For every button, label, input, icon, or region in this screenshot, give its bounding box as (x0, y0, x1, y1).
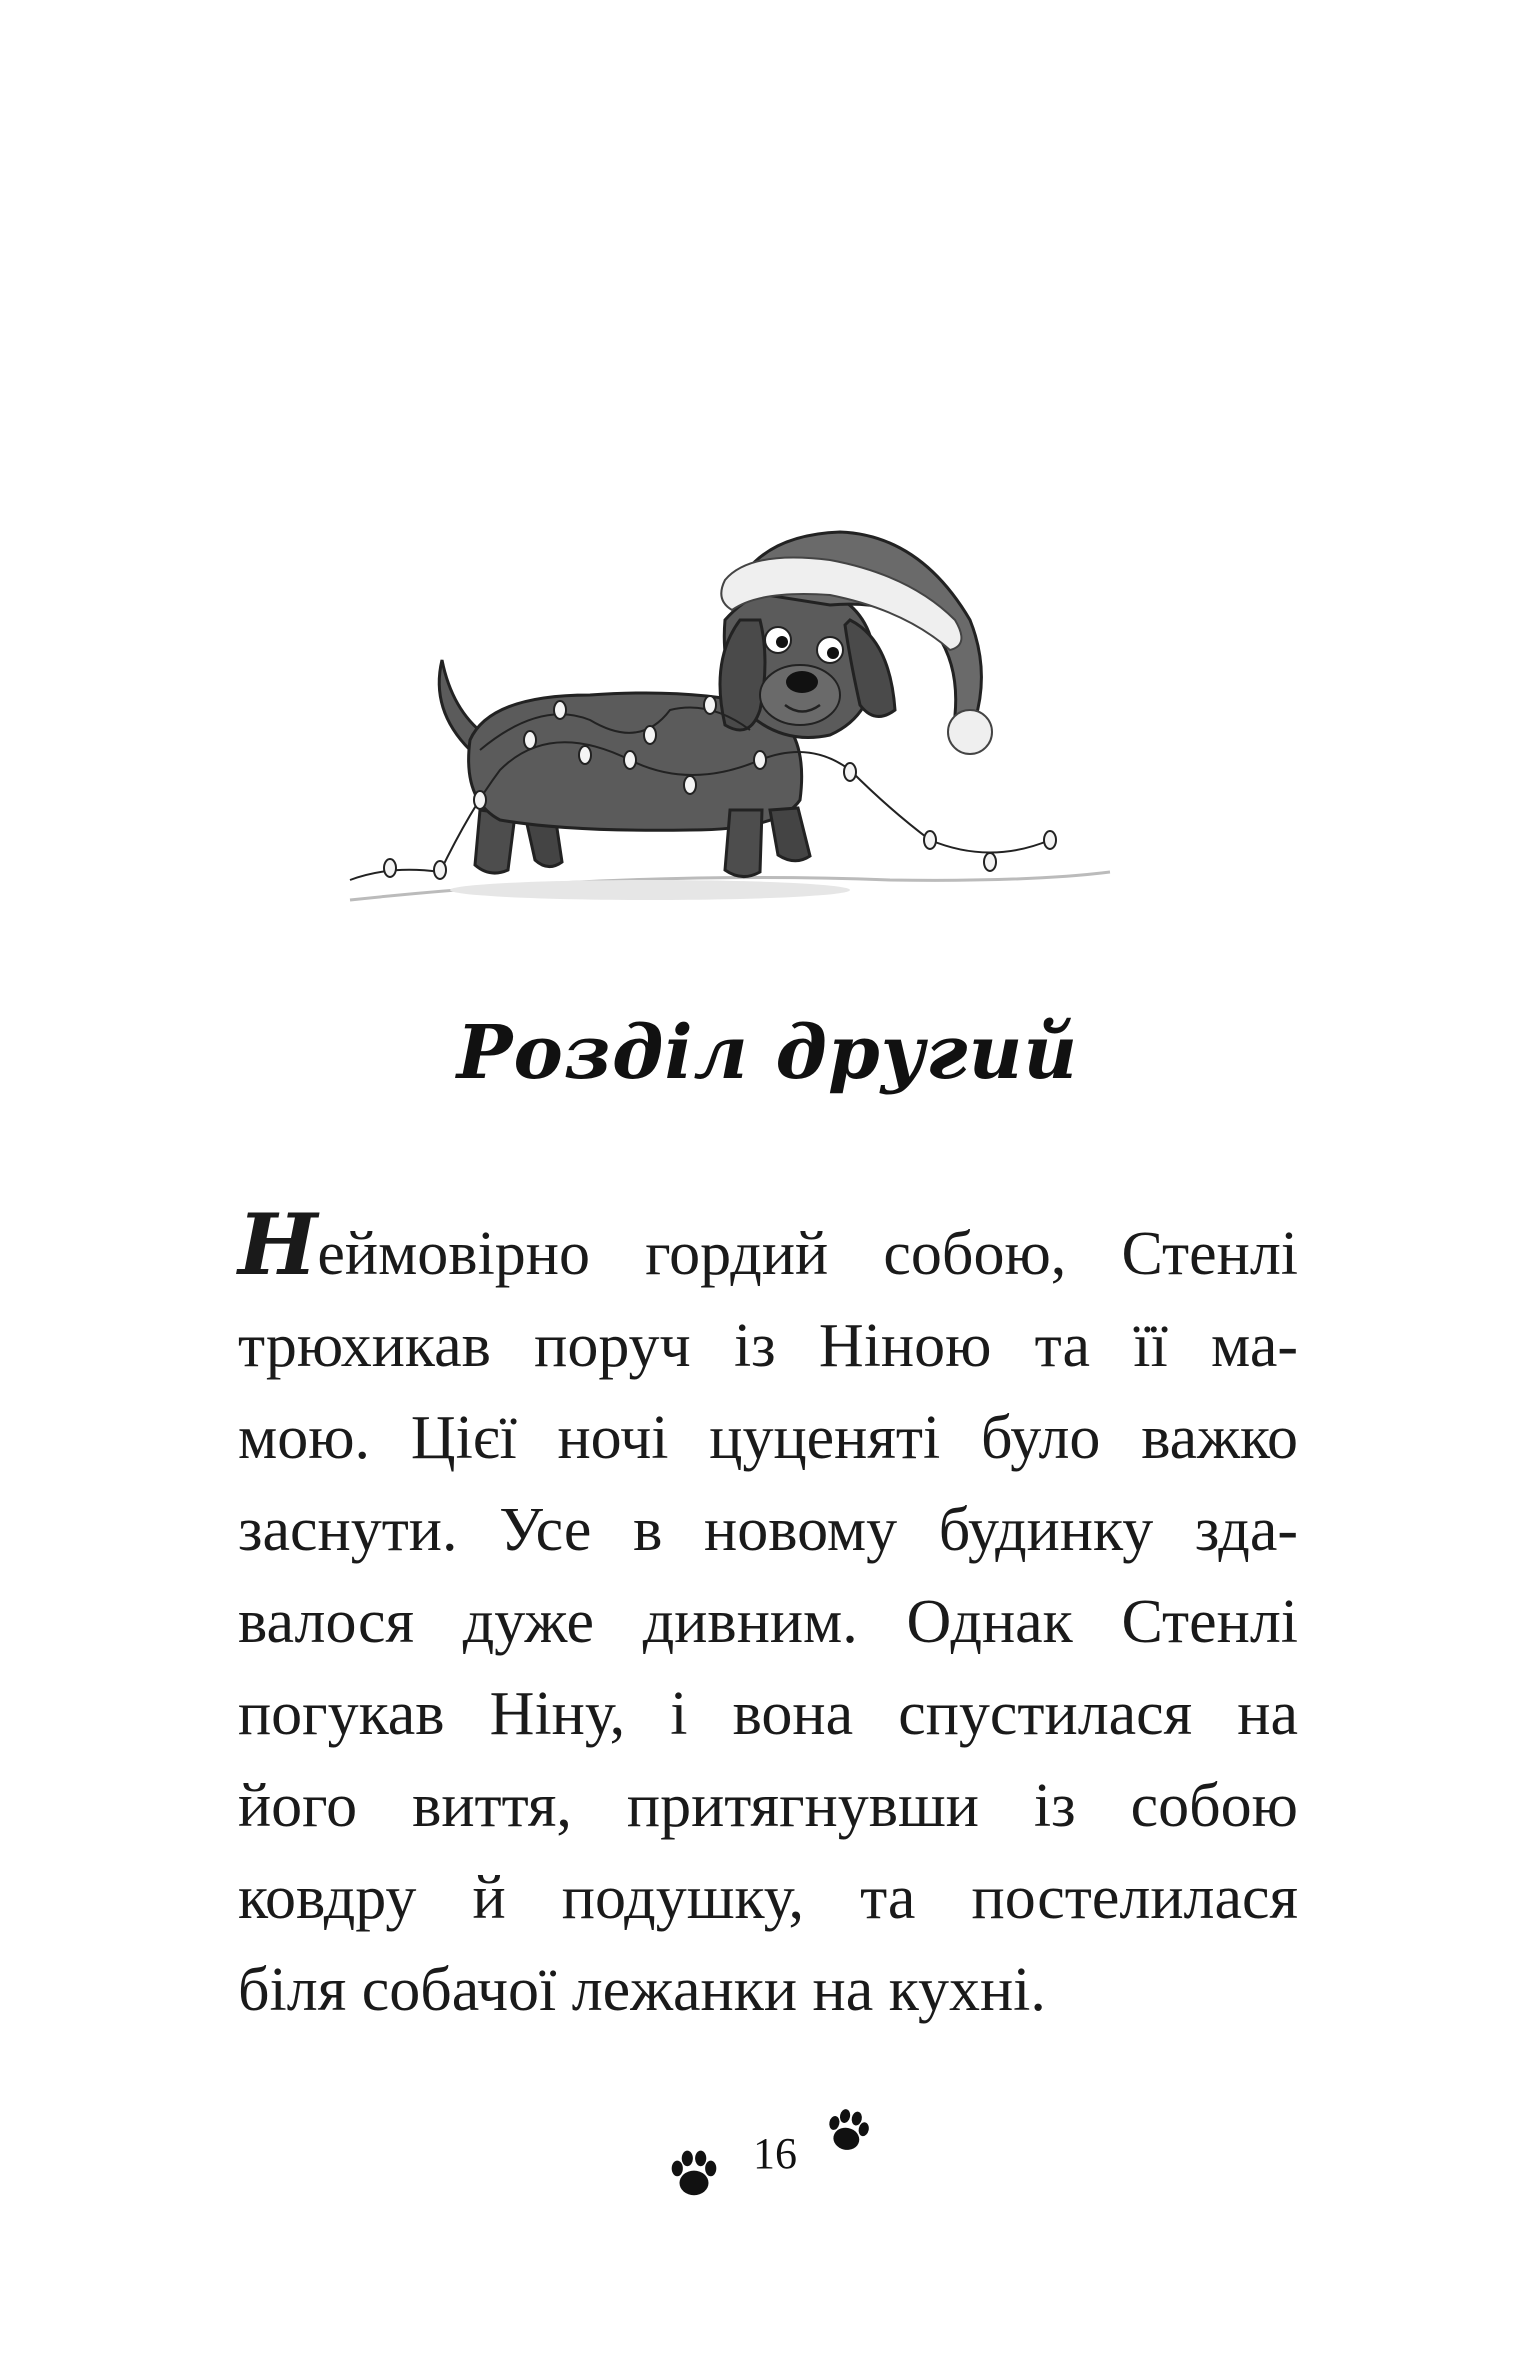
paw-print-icon (817, 2100, 879, 2162)
text-line: трюхикав поруч із Ніною та її ма- (238, 1312, 1298, 1380)
dog-nose (786, 671, 818, 693)
drop-cap: Н (238, 1195, 318, 1294)
text-line: біля собачої лежанки на кухні. (238, 1956, 1046, 2024)
text-line: Неймовірно гордий собою, Стенлі (238, 1195, 1298, 1294)
text-line: ковдру й подушку, та постелилася (238, 1864, 1298, 1932)
santa-hat-pompom (948, 710, 992, 754)
chapter-title: Розділ другий (456, 1010, 1079, 1096)
dachshund-illustration (330, 510, 1130, 930)
text-line: його виття, притягнувши із собою (238, 1772, 1298, 1840)
dog-front-leg-2 (770, 808, 810, 861)
text-line: валося дуже дивним. Однак Стенлі (238, 1588, 1298, 1656)
ground-shadow-fill (450, 880, 850, 900)
text-line: заснути. Усе в новому будинку зда- (238, 1496, 1298, 1564)
paw-print-icon (665, 2145, 723, 2203)
text-line: погукав Ніну, і вона спустилася на (238, 1680, 1298, 1748)
dog-front-leg (725, 810, 762, 877)
text-line: мою. Цієї ночі цуценяті було важко (238, 1404, 1298, 1472)
page-number: 16 (753, 2129, 797, 2178)
body-paragraph (238, 1195, 1298, 2036)
